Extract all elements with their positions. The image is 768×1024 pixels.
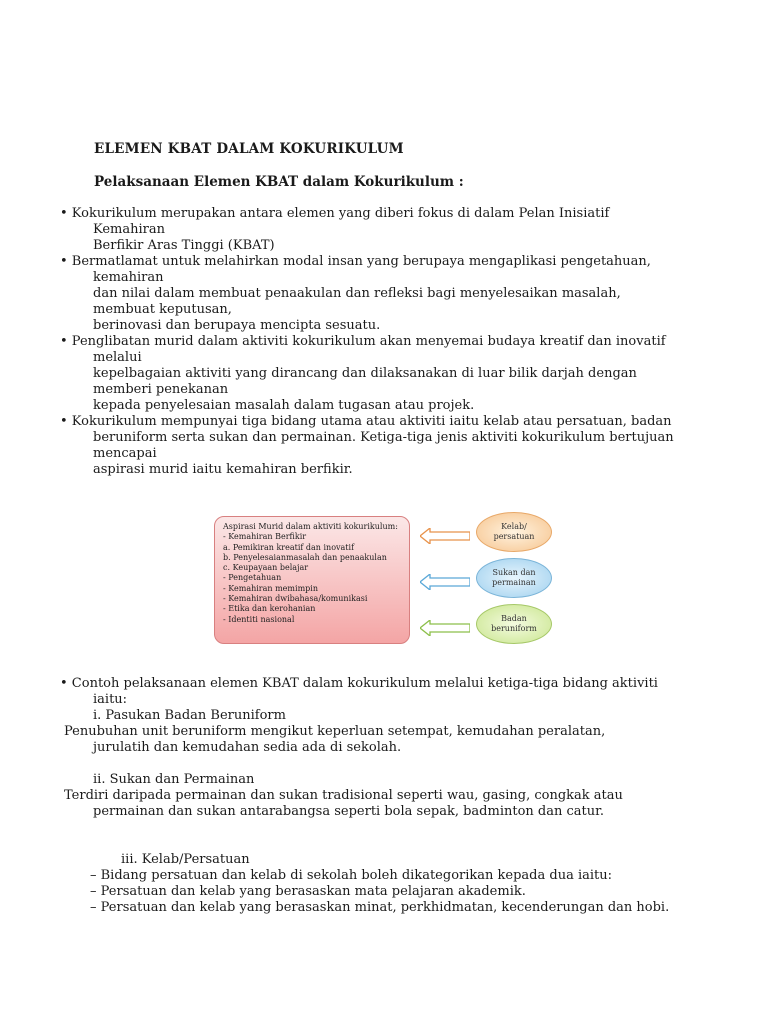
aspirasi-murid-box [214, 516, 410, 644]
text-line: Kemahiran [93, 222, 166, 237]
text-line: permainan dan sukan antarabangsa seperti bola sepak, badminton dan catur. [93, 804, 605, 819]
ellipse-sukan-permainan [476, 558, 552, 598]
text-line: melalui [93, 350, 142, 365]
document-heading: ELEMEN KBAT DALAM KOKURIKULUM [94, 141, 404, 157]
text-line: iaitu: [93, 692, 128, 707]
box-line: - Kemahiran memimpin [223, 583, 318, 593]
box-line: Aspirasi Murid dalam aktiviti kokurikulum: [223, 522, 398, 531]
text-line: – Bidang persatuan dan kelab di sekolah boleh dikategorikan kepada dua iaitu: [90, 868, 612, 883]
text-line: – Persatuan dan kelab yang berasaskan mata pelajaran akademik. [90, 884, 526, 899]
text-line: • Kokurikulum mempunyai tiga bidang utama atau aktiviti iaitu kelab atau persatuan, badan [60, 414, 672, 429]
text-line: – Persatuan dan kelab yang berasaskan minat, perkhidmatan, kecenderungan dan hobi. [90, 900, 670, 915]
text-line: i. Pasukan Badan Beruniform [93, 708, 286, 723]
arrow-left-icon [420, 574, 470, 590]
text-line: beruniform serta sukan dan permainan. Ketiga-tiga jenis aktiviti kokurikulum bertujuan [93, 430, 674, 445]
box-line: c. Keupayaan belajar [223, 563, 309, 573]
text-line: memberi penekanan [93, 382, 229, 397]
text-line: Penubuhan unit beruniform mengikut keperluan setempat, kemudahan peralatan, [64, 724, 606, 739]
text-line: ii. Sukan dan Permainan [93, 772, 255, 787]
text-line: • Penglibatan murid dalam aktiviti kokurikulum akan menyemai budaya kreatif dan inovatif [60, 334, 666, 349]
arrow-left-icon [420, 620, 470, 636]
text-line: jurulatih dan kemudahan sedia ada di sekolah. [93, 740, 402, 755]
text-line: iii. Kelab/Persatuan [121, 852, 250, 867]
ellipse-badan-beruniform [476, 604, 552, 644]
text-line: Terdiri daripada permainan dan sukan tradisional seperti wau, gasing, congkak atau [64, 788, 623, 803]
box-line: - Pengetahuan [223, 573, 282, 583]
box-line: - Etika dan kerohanian [223, 604, 316, 614]
text-line: membuat keputusan, [93, 302, 232, 317]
section-subheading: Pelaksanaan Elemen KBAT dalam Kokurikulum : [94, 174, 464, 190]
arrow-left-icon [420, 528, 470, 544]
kbat-diagram [212, 510, 568, 646]
box-line: b. Penyelesaianmasalah dan penaakulan [223, 552, 387, 562]
box-line: - Kemahiran dwibahasa/komunikasi [223, 594, 368, 604]
ellipse-label: Badan beruniform [491, 614, 537, 633]
text-line: • Contoh pelaksanaan elemen KBAT dalam kokurikulum melalui ketiga-tiga bidang aktiviti [60, 676, 658, 691]
ellipse-label: Kelab/ persatuan [493, 522, 535, 541]
text-line: • Bermatlamat untuk melahirkan modal insan yang berupaya mengaplikasi pengetahuan, [60, 254, 651, 269]
ellipse-kelab-persatuan [476, 512, 552, 552]
text-line: Berfikir Aras Tinggi (KBAT) [93, 238, 275, 253]
box-line: a. Pemikiran kreatif dan inovatif [223, 542, 355, 552]
box-line: - Identiti nasional [223, 614, 295, 624]
text-line: kepelbagaian aktiviti yang dirancang dan dilaksanakan di luar bilik darjah dengan [93, 366, 637, 381]
text-line: aspirasi murid iaitu kemahiran berfikir. [93, 462, 353, 477]
text-line: kemahiran [93, 270, 164, 285]
text-line: dan nilai dalam membuat penaakulan dan refleksi bagi menyelesaikan masalah, [93, 286, 621, 301]
ellipse-label: Sukan dan permainan [492, 568, 536, 587]
text-line: berinovasi dan berupaya mencipta sesuatu. [93, 318, 381, 333]
text-line: • Kokurikulum merupakan antara elemen yang diberi fokus di dalam Pelan Inisiatif [60, 206, 610, 221]
text-line: mencapai [93, 446, 157, 461]
text-line: kepada penyelesaian masalah dalam tugasan atau projek. [93, 398, 475, 413]
box-line: - Kemahiran Berfikir [223, 532, 307, 542]
